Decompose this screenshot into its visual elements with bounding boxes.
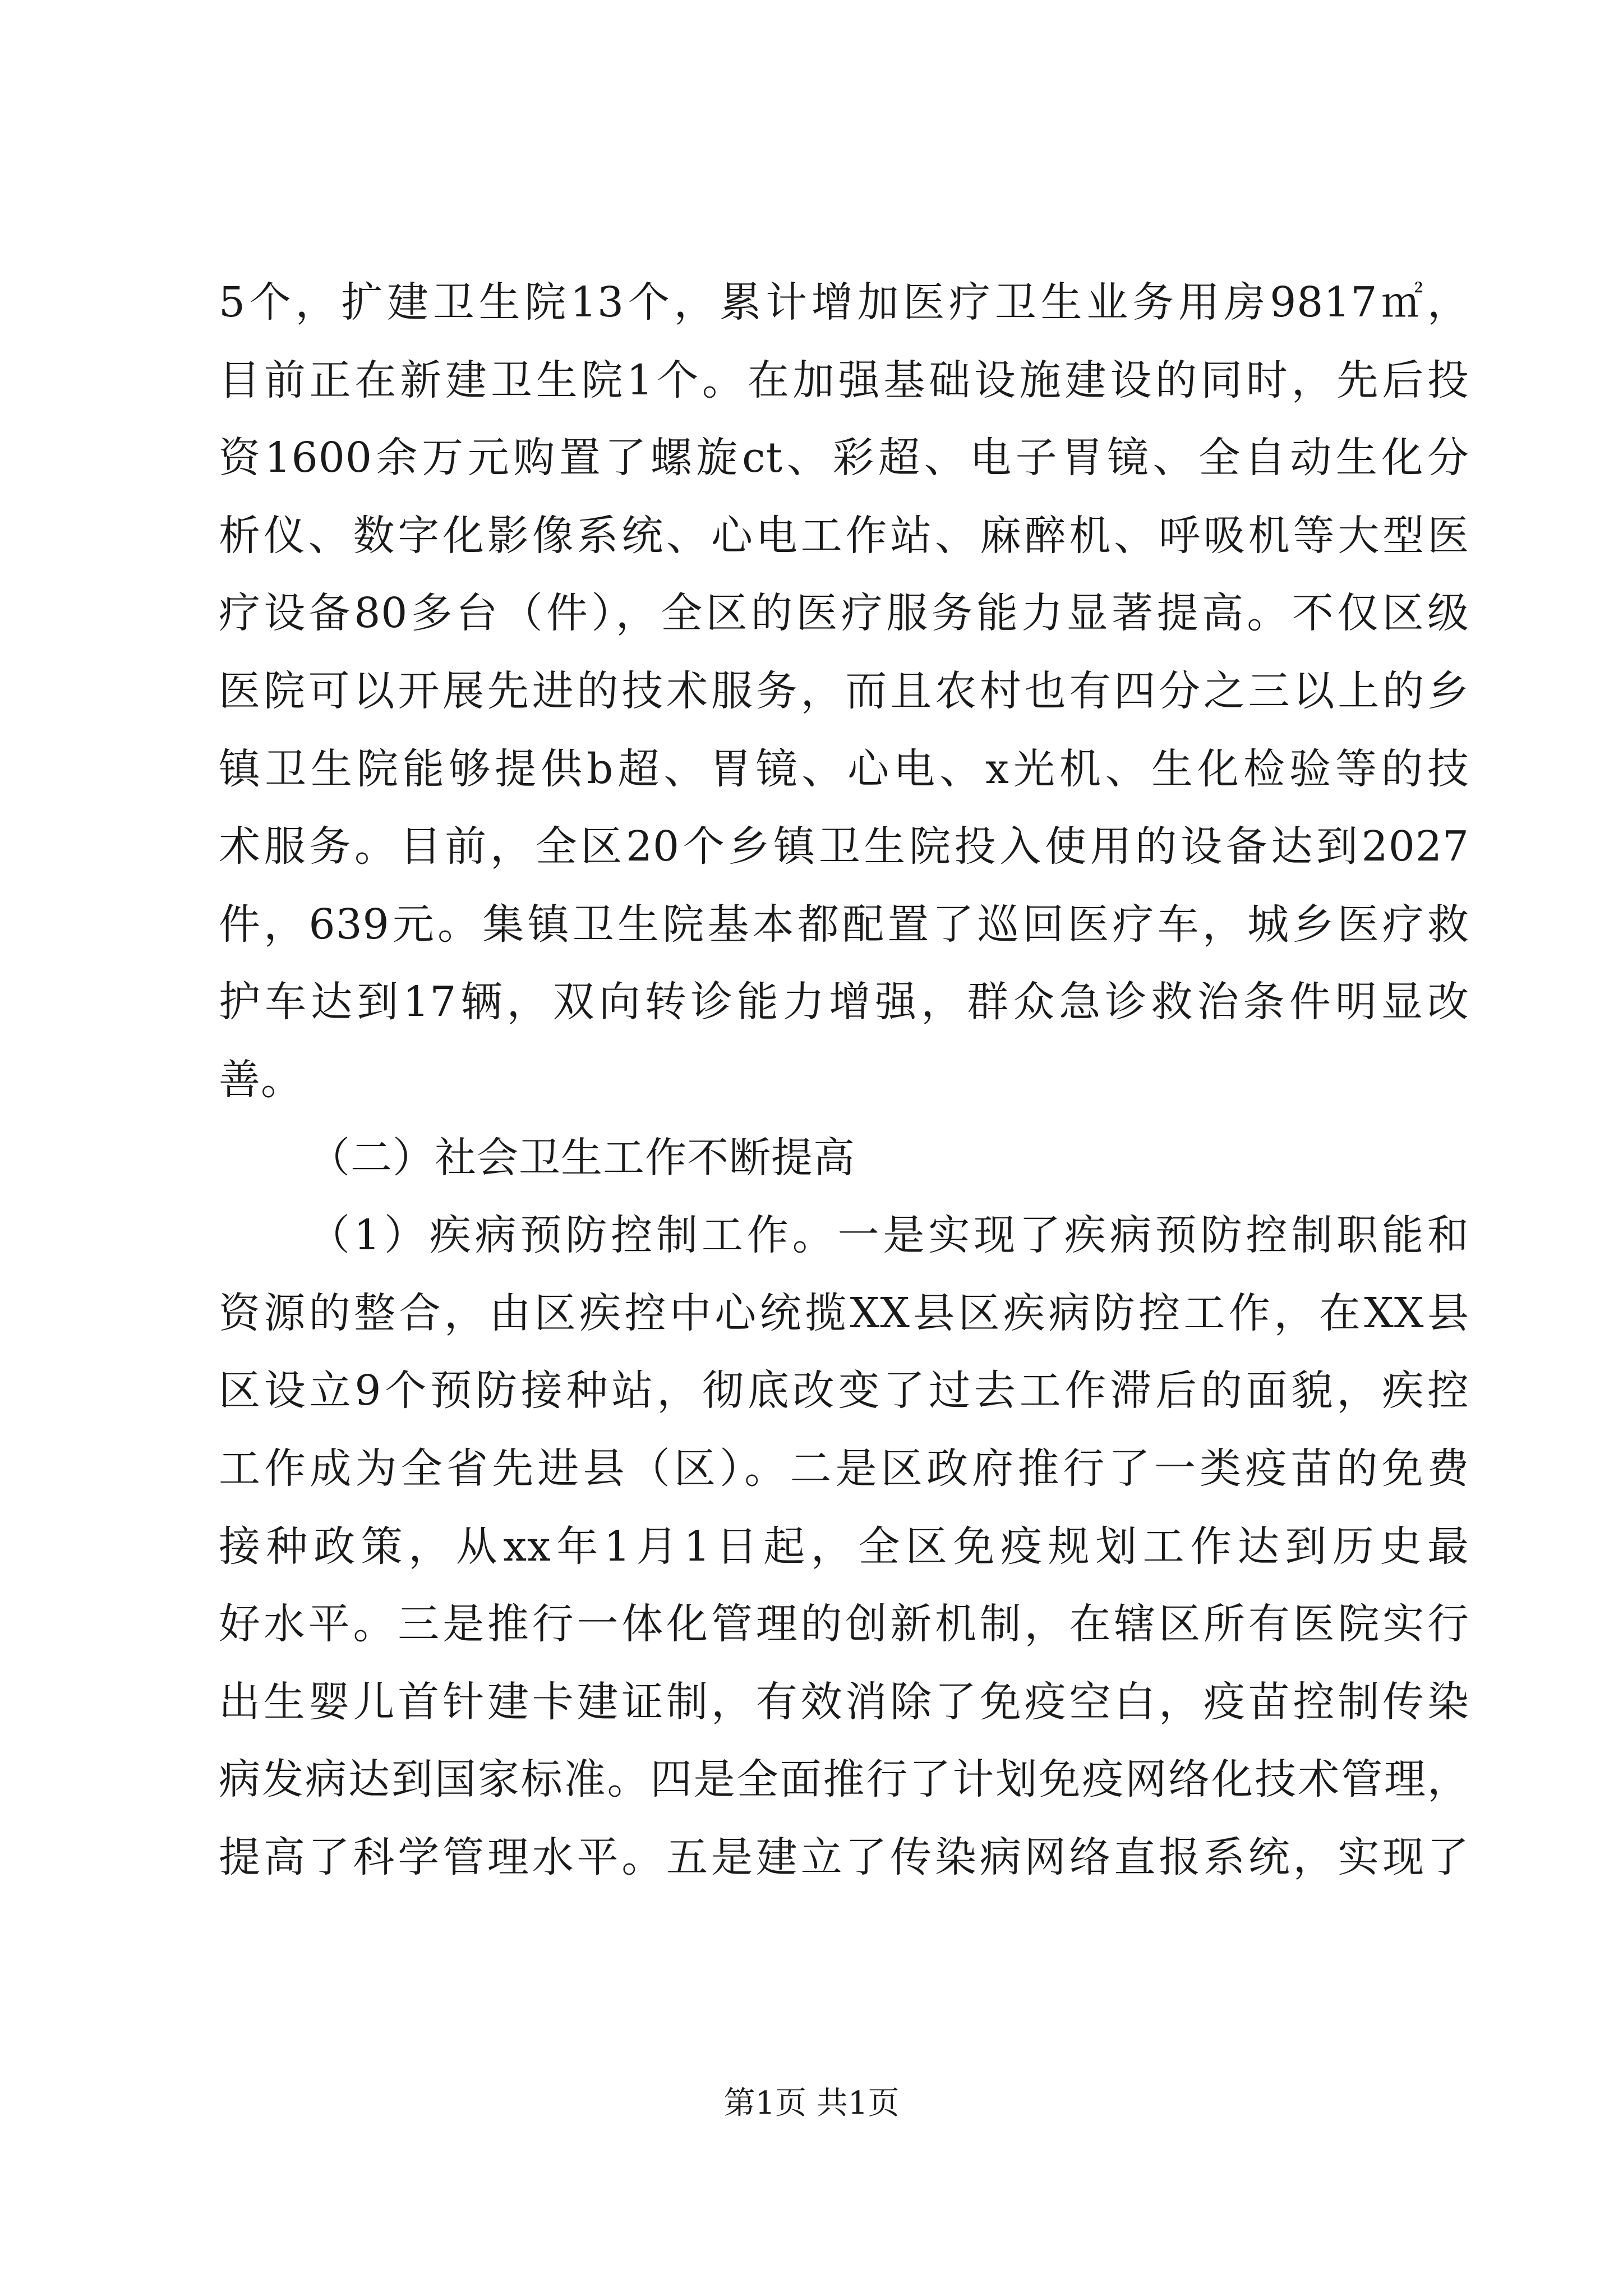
text-line: 区设立9个预防接种站，彻底改变了过去工作滞后的面貌，疾控 [219, 1366, 1469, 1415]
text-line: 5个，扩建卫生院13个，累计增加医疗卫生业务用房9817㎡， [219, 278, 1469, 326]
text-line: 件，639元。集镇卫生院基本都配置了巡回医疗车，城乡医疗救 [219, 900, 1469, 949]
text-line: 镇卫生院能够提供b超、胃镜、心电、x光机、生化检验等的技 [219, 744, 1469, 793]
text-line: 提高了科学管理水平。五是建立了传染病网络直报系统，实现了 [219, 1833, 1469, 1881]
text-line: 资1600余万元购置了螺旋ct、彩超、电子胃镜、全自动生化分 [219, 434, 1469, 482]
text-line: 术服务。目前，全区20个乡镇卫生院投入使用的设备达到2027 [219, 822, 1469, 871]
text-line: 护车达到17辆，双向转诊能力增强，群众急诊救治条件明显改 [219, 978, 1469, 1027]
section-heading: （二）社会卫生工作不断提高 [308, 1133, 855, 1182]
page-number-footer: 第1页 共1页 [723, 2085, 900, 2122]
text-line: 目前正在新建卫生院1个。在加强基础设施建设的同时，先后投 [219, 356, 1469, 404]
text-line: 医院可以开展先进的技术服务，而且农村也有四分之三以上的乡 [219, 666, 1469, 715]
text-line: 出生婴儿首针建卡建证制，有效消除了免疫空白，疫苗控制传染 [219, 1677, 1469, 1726]
paragraph-first-line: （1）疾病预防控制工作。一是实现了疾病预防控制职能和 [308, 1211, 1469, 1260]
document-body [219, 264, 1469, 1896]
text-line: 病发病达到国家标准。四是全面推行了计划免疫网络化技术管理， [219, 1755, 1469, 1804]
text-line: 工作成为全省先进县（区）。二是区政府推行了一类疫苗的免费 [219, 1444, 1469, 1493]
text-line: 疗设备80多台（件），全区的医疗服务能力显著提高。不仅区级 [219, 589, 1469, 638]
text-line: 好水平。三是推行一体化管理的创新机制，在辖区所有医院实行 [219, 1600, 1469, 1649]
text-line: 资源的整合，由区疾控中心统揽XX县区疾病防控工作，在XX县 [219, 1289, 1469, 1337]
text-line: 接种政策，从xx年1月1日起，全区免疫规划工作达到历史最 [219, 1522, 1469, 1571]
text-line: 析仪、数字化影像系统、心电工作站、麻醉机、呼吸机等大型医 [219, 511, 1469, 560]
paragraph-end-line: 善。 [219, 1055, 303, 1104]
